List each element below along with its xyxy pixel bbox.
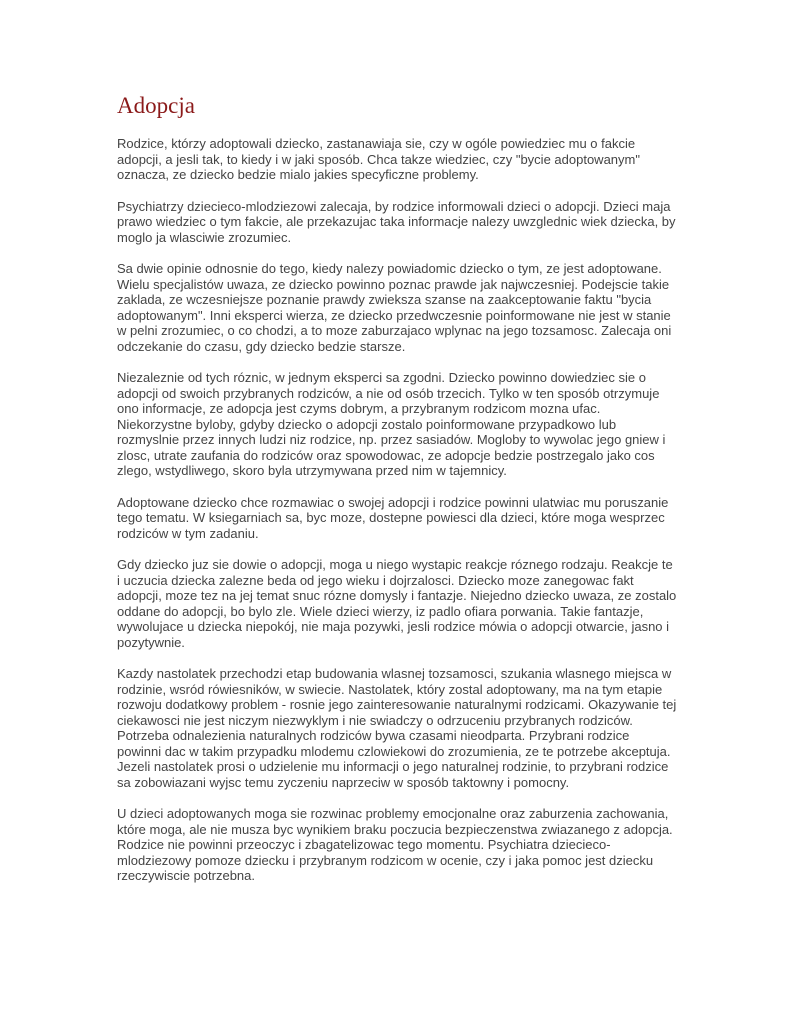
document-page bbox=[117, 92, 677, 900]
paragraph-4: Niezaleznie od tych róznic, w jednym eksperci sa zgodni. Dziecko powinno dowiedziec sie o adopcji od swoich przybranych rodziców, a nie od osób trzecich. Tylko w ten sposób otrzymuje ono informacje, ze adopcja jest czyms dobrym, a przybranym rodzicom mozna ufac. Niekorzystne byloby, gdyby dziecko o adopcji zostalo poinformowane przypadkowo lub rozmyslnie przez innych ludzi niz rodzice, np. przez sasiadów. Mogloby to wywolac jego gniew i zlosc, utrate zaufania do rodziców oraz spowodowac, ze adopcje bedzie postrzegalo jako cos zlego, wstydliwego, skoro byla utrzymywana przed nim w tajemnicy. bbox=[117, 370, 666, 478]
paragraph-3: Sa dwie opinie odnosnie do tego, kiedy nalezy powiadomic dziecko o tym, ze jest adoptowane. Wielu specjalistów uwaza, ze dziecko powinno poznac prawde jak najwczesniej. Podejscie takie zaklada, ze wczesniejsze poznanie prawdy zwieksza szanse na zaakceptowanie faktu "bycia adoptowanym". Inni eksperci wierza, ze dziecko przedwczesnie poinformowane nie jest w stanie w pelni zrozumiec, o co chodzi, a to moze zaburzajaco wplynac na jego tozsamosc. Zalecaja oni odczekanie do czasu, gdy dziecko bedzie starsze. bbox=[117, 261, 672, 354]
paragraph-6: Gdy dziecko juz sie dowie o adopcji, moga u niego wystapic reakcje róznego rodzaju. Reakcje te i uczucia dziecka zalezne beda od jego wieku i dojrzalosci. Dziecko moze zanegowac fakt adopcji, moze tez na jej temat snuc rózne domysly i fantazje. Niejedno dziecko uwaza, ze zostalo oddane do adopcji, bo bylo zle. Wiele dzieci wierzy, iz padlo ofiara porwania. Takie fantazje, wywolujace u dziecka niepokój, nie maja pozywki, jesli rodzice mówia o adopcji otwarcie, jasno i pozytywnie. bbox=[117, 557, 677, 650]
paragraph-5: Adoptowane dziecko chce rozmawiac o swojej adopcji i rodzice powinni ulatwiac mu poruszanie tego tematu. W ksiegarniach sa, byc moze, dostepne powiesci dla dzieci, które moga wesprzec rodziców w tym zadaniu. bbox=[117, 494, 669, 541]
paragraph-1: Rodzice, którzy adoptowali dziecko, zastanawiaja sie, czy w ogóle powiedziec mu o fakcie adopcji, a jesli tak, to kiedy i w jaki sposób. Chca takze wiedziec, czy "bycie adoptowanym" oznacza, ze dziecko bedzie mialo jakies specyficzne problemy. bbox=[117, 136, 640, 182]
paragraph-7: Kazdy nastolatek przechodzi etap budowania wlasnej tozsamosci, szukania wlasnego miejsca w rodzinie, wsród rówiesników, w swiecie. Nastolatek, który zostal adoptowany, ma na tym etapie rozwoju dodatkowy problem - rosnie jego zainteresowanie naturalnymi rodzicami. Okazywanie tej ciekawosci nie jest niczym niezwyklym i nie swiadczy o odrzuceniu przybranych rodziców. Potrzeba odnalezienia naturalnych rodziców bywa czasami nieodparta. Przybrani rodzice powinni dac w takim przypadku mlodemu czlowiekowi do zrozumienia, ze te potrzebe akceptuja. Jezeli nastolatek prosi o udzielenie mu informacji o jego naturalnej rodzinie, to przybrani rodzice sa zobowiazani wyjsc temu zyczeniu naprzeciw w sposób taktowny i pomocny. bbox=[117, 666, 677, 790]
paragraph-8: U dzieci adoptowanych moga sie rozwinac problemy emocjonalne oraz zaburzenia zachowania, które moga, ale nie musza byc wynikiem braku poczucia bezpieczenstwa zwiazanego z adopcja. Rodzice nie powinni przeoczyc i zbagatelizowac tego momentu. Psychiatra dziecieco-mlodziezowy pomoze dziecku i przybranym rodzicom w ocenie, czy i jaka pomoc jest dziecku rzeczywiscie potrzebna. bbox=[117, 806, 673, 883]
page-title: Adopcja bbox=[117, 93, 195, 118]
paragraph-2: Psychiatrzy dziecieco-mlodziezowi zalecaja, by rodzice informowali dzieci o adopcji. Dzieci maja prawo wiedziec o tym fakcie, ale przekazujac taka informacje nalezy uwzglednic wiek dziecka, by moglo ja wlasciwie zrozumiec. bbox=[117, 198, 676, 245]
